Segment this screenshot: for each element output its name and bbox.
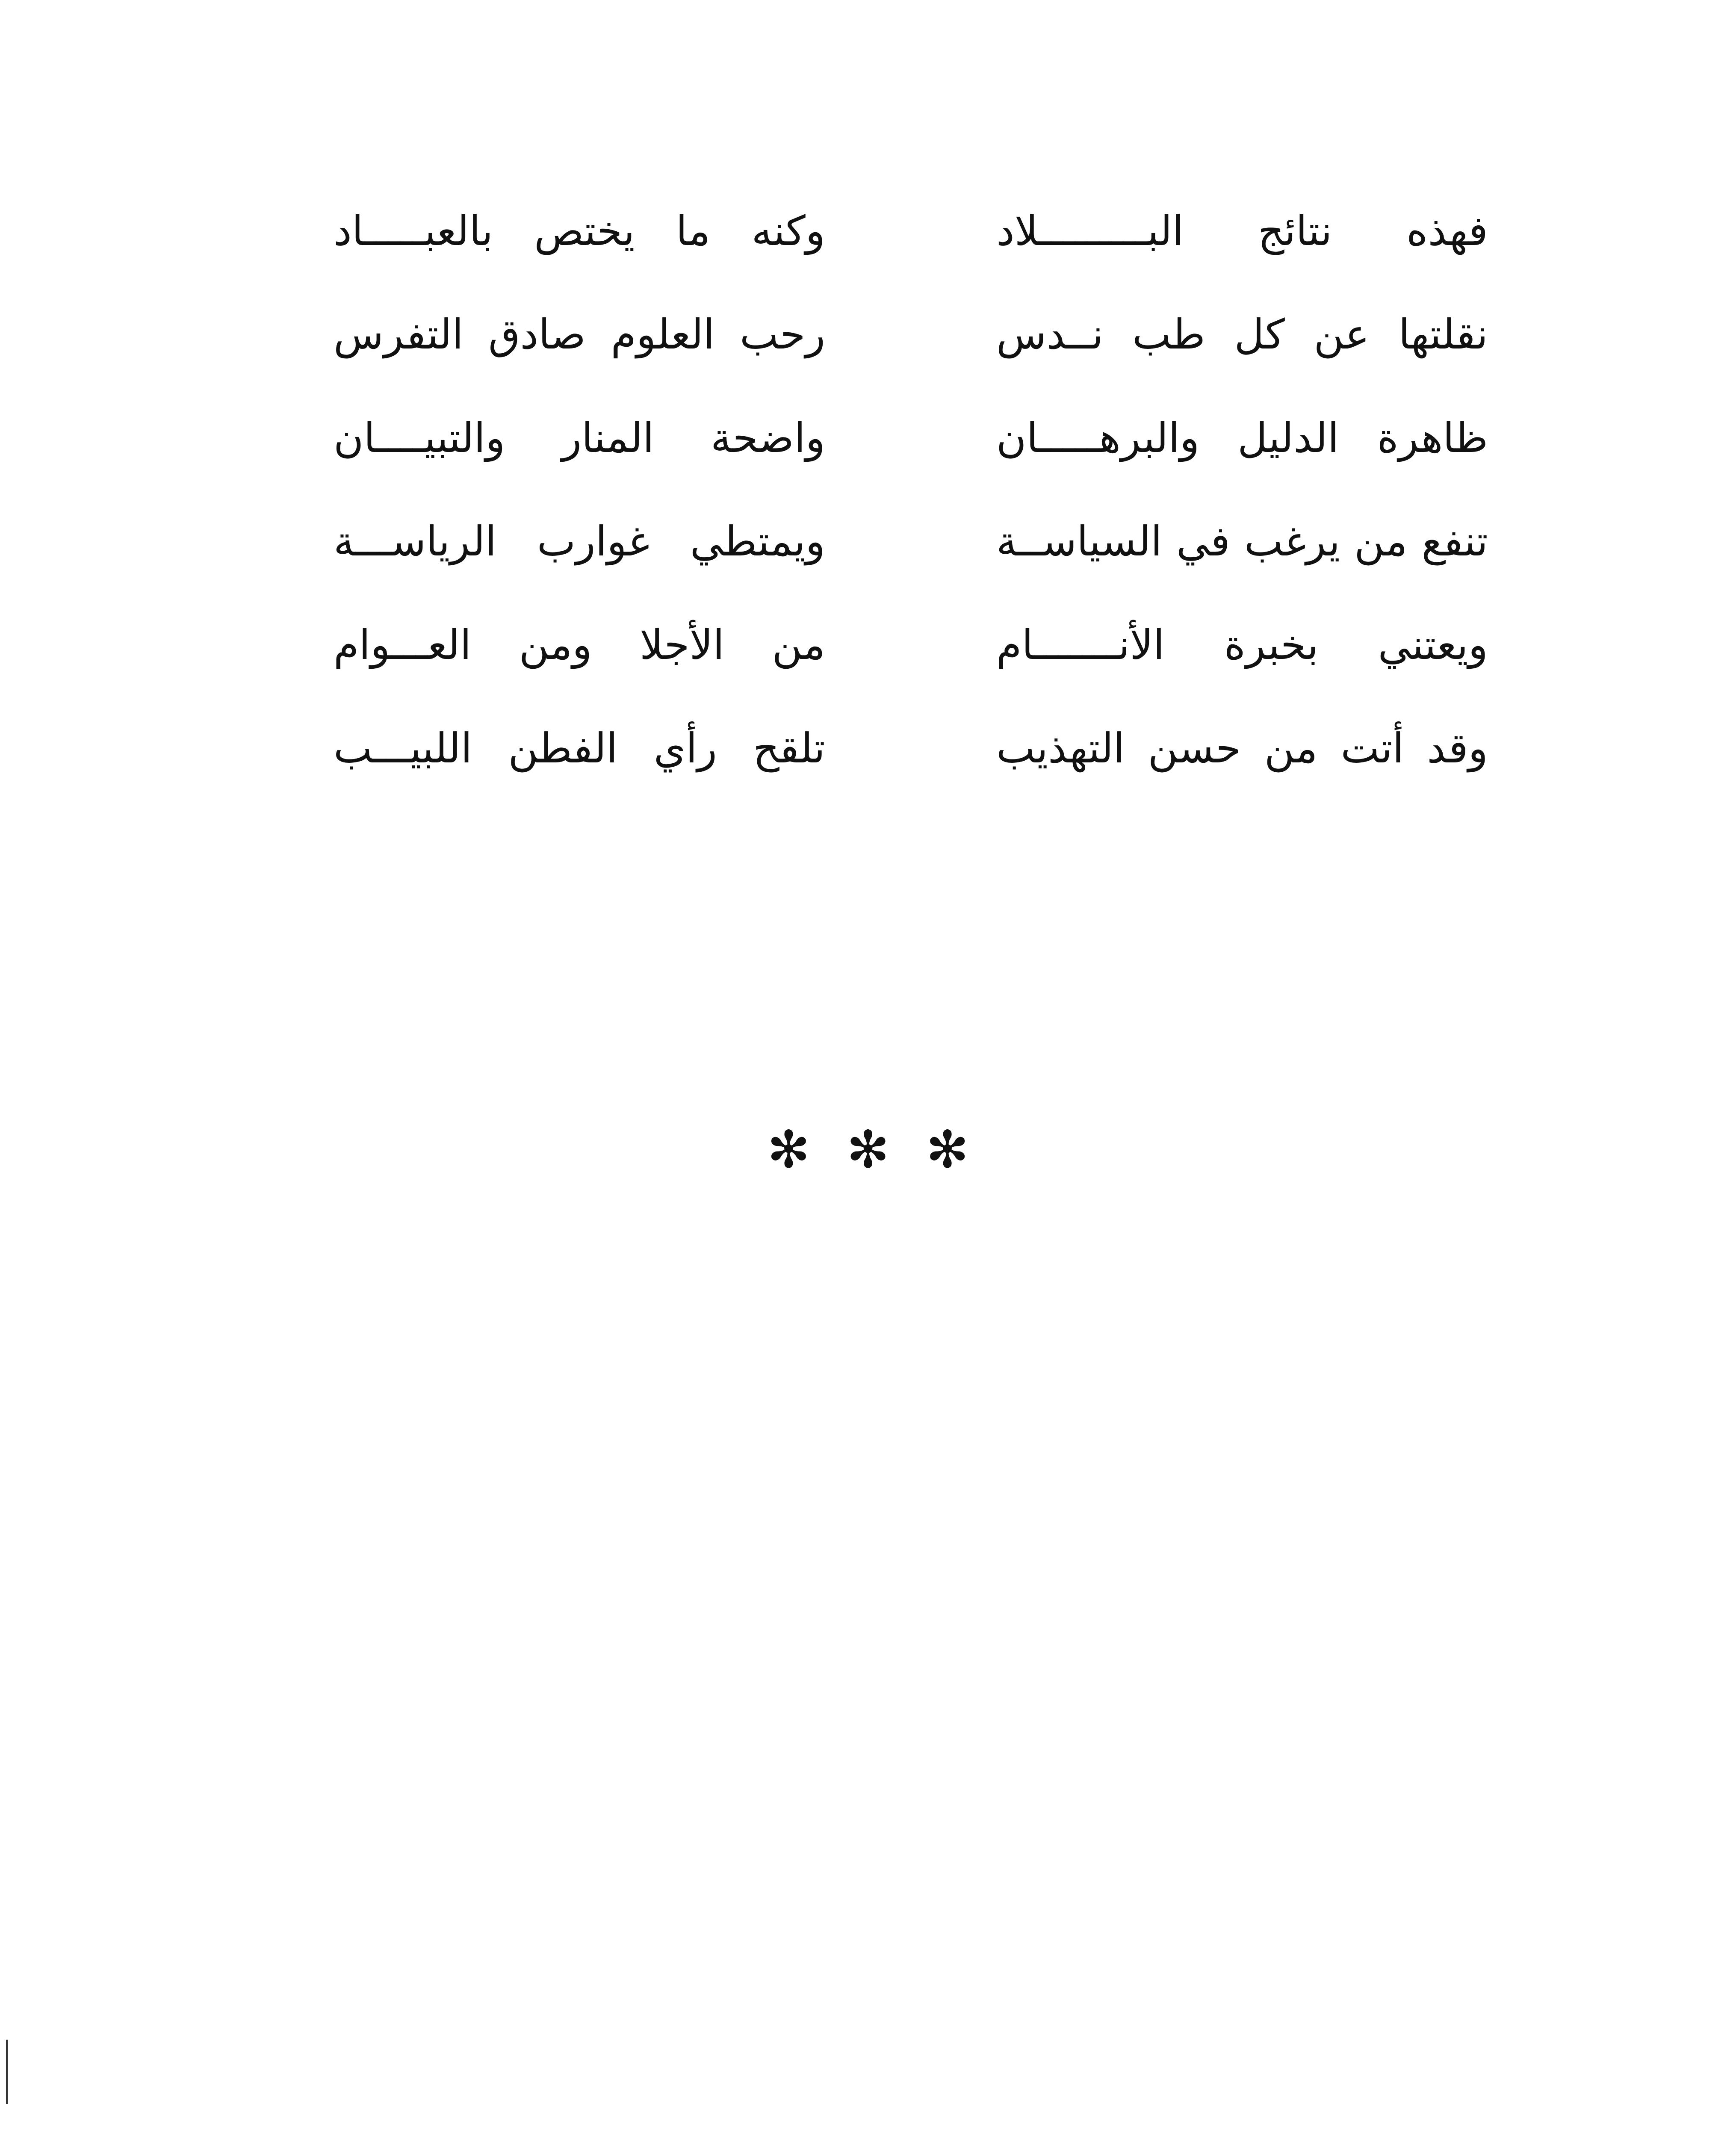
verse-first-hemistich: ويعتني بخبرة الأنـــــــام <box>996 621 1488 669</box>
verse-first-hemistich: نقلتها عن كل طب نــدس <box>996 310 1488 359</box>
verse <box>334 490 1488 594</box>
verse-first-hemistich: وقد أتت من حسن التهذيب <box>996 724 1488 773</box>
verse-second-hemistich: وكنه ما يختص بالعبـــــاد <box>334 207 825 255</box>
verse <box>334 697 1488 800</box>
verse-second-hemistich: تلقح رأي الفطن اللبيـــب <box>334 724 825 773</box>
verse <box>334 283 1488 387</box>
asterisk-ornament-icon: ✻ <box>926 1120 969 1180</box>
verse-second-hemistich: ويمتطي غوارب الرياســـة <box>334 517 825 566</box>
asterisk-ornament-icon: ✻ <box>767 1120 810 1180</box>
poem <box>334 180 1488 800</box>
verse <box>334 180 1488 283</box>
verse-first-hemistich: ظاهرة الدليل والبرهـــــان <box>996 414 1488 462</box>
verse-second-hemistich: من الأجلا ومن العـــوام <box>334 621 825 669</box>
scan-margin-line <box>6 2040 8 2104</box>
verse <box>334 594 1488 697</box>
section-separator <box>0 1120 1736 1180</box>
verse-second-hemistich: واضحة المنار والتبيــــان <box>334 414 825 462</box>
verse-first-hemistich: فهذه نتائج البـــــــــلاد <box>996 207 1488 255</box>
verse-first-hemistich: تنفع من يرغب في السياســة <box>996 517 1488 566</box>
verse-second-hemistich: رحب العلوم صادق التفرس <box>334 310 825 359</box>
verse <box>334 387 1488 490</box>
asterisk-ornament-icon: ✻ <box>846 1120 890 1180</box>
